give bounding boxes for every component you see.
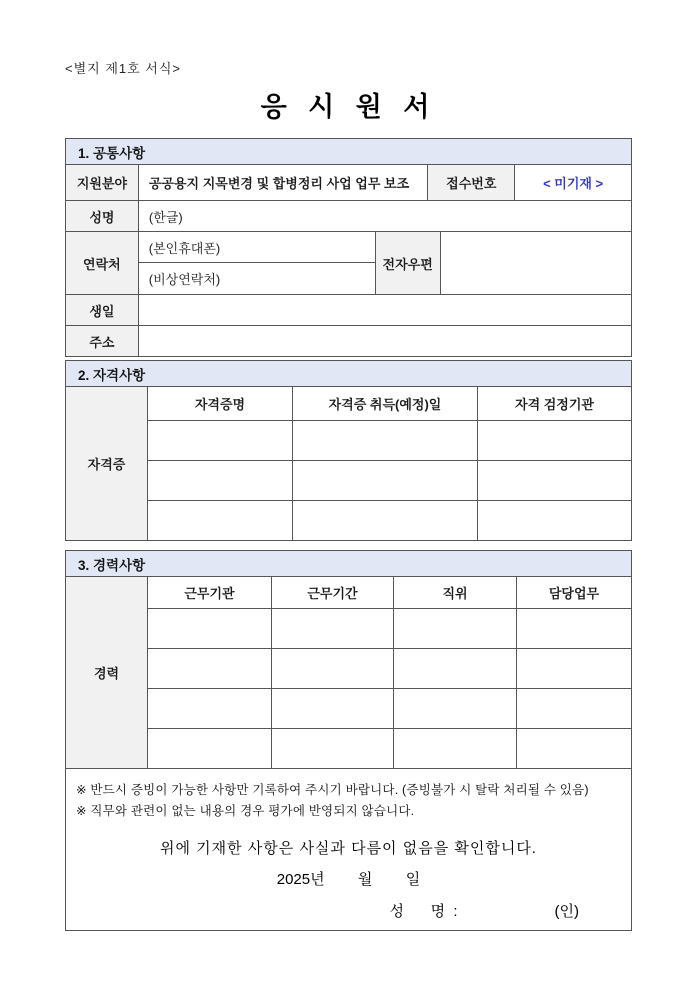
section-common [65,138,632,357]
career-table [65,576,632,769]
col-header-period: 근무기간 [272,577,394,609]
col-header-cert-date: 자격증 취득(예정)일 [293,387,478,421]
cert-name-cell [148,461,293,501]
col-header-cert-agency: 자격 검정기관 [478,387,632,421]
table-row [148,501,632,541]
duty-cell [517,689,632,729]
table-row [148,609,632,649]
contact-fields [139,232,376,295]
qualification-row-label: 자격증 [66,387,148,541]
duty-cell [517,729,632,769]
signature-name-label: 성 명 : [389,903,460,920]
seal-placeholder: (인) [554,903,579,920]
table-row [148,729,632,769]
section-career [65,550,632,769]
cert-date-cell [293,461,478,501]
table-row [66,165,632,201]
birthday-field [139,295,632,326]
name-field: (한글) [139,201,632,232]
workplace-cell [148,689,272,729]
position-cell [394,609,517,649]
period-cell [272,729,394,769]
col-header-duty: 담당업무 [517,577,632,609]
col-header-cert-name: 자격증명 [148,387,293,421]
cert-date-cell [293,421,478,461]
form-note: <별지 제1호 서식> [65,61,181,76]
table-row [148,421,632,461]
page-title: 응 시 원 서 [260,92,437,122]
confirmation-statement: 위에 기재한 사항은 사실과 다름이 없음을 확인합니다. [160,840,537,857]
qualifications-table [65,386,632,541]
date-line: 2025년 월 일 [276,871,421,888]
cert-date-cell [293,501,478,541]
table-row [66,201,632,232]
position-cell [394,649,517,689]
cert-agency-cell [478,461,632,501]
table-row [148,461,632,501]
col-header-workplace: 근무기관 [148,577,272,609]
table-row [66,326,632,357]
cert-name-cell [148,421,293,461]
qualification-grid [148,387,632,541]
career-grid [148,577,632,769]
section-qualifications-header: 2. 자격사항 [65,360,632,387]
table-row-group [66,387,632,541]
emergency-contact-field: (비상연락처) [139,263,376,295]
email-label: 전자우편 [376,232,441,295]
position-cell [394,729,517,769]
section-career-header: 3. 경력사항 [65,550,632,577]
address-field [139,326,632,357]
table-row [66,295,632,326]
address-label: 주소 [66,326,139,357]
position-cell [394,689,517,729]
footer-note-2: ※ 직무와 관련이 없는 내용의 경우 평가에 반영되지 않습니다. [76,804,415,818]
period-cell [272,689,394,729]
table-row [148,649,632,689]
period-cell [272,649,394,689]
table-row-group [66,577,632,769]
field-label: 지원분야 [66,165,139,201]
section-common-header: 1. 공통사항 [65,138,632,165]
workplace-cell [148,729,272,769]
col-header-position: 직위 [394,577,517,609]
footer-note-1: ※ 반드시 증빙이 가능한 사항만 기록하여 주시기 바랍니다. (증빙불가 시 탈락 처리될 수 있음) [76,783,589,797]
workplace-cell [148,609,272,649]
email-field [441,232,632,295]
duty-cell [517,649,632,689]
phone-field: (본인휴대폰) [139,232,376,263]
receipt-number-label: 접수번호 [428,165,515,201]
contact-label: 연락처 [66,232,139,295]
table-row [148,689,632,729]
duty-cell [517,609,632,649]
common-table [65,164,632,357]
table-row [66,232,632,295]
cert-agency-cell [478,501,632,541]
section-qualifications [65,360,632,541]
table-header-row [148,577,632,609]
field-value: 공공용지 지목변경 및 합병정리 사업 업무 보조 [139,165,429,201]
birthday-label: 생일 [66,295,139,326]
receipt-number-value: < 미기재 > [515,165,632,201]
table-header-row [148,387,632,421]
application-form-sheet [65,58,632,931]
period-cell [272,609,394,649]
career-row-label: 경력 [66,577,148,769]
workplace-cell [148,649,272,689]
cert-agency-cell [478,421,632,461]
signature-line [76,900,621,921]
cert-name-cell [148,501,293,541]
name-label: 성명 [66,201,139,232]
footer-confirmation-box [65,768,632,931]
